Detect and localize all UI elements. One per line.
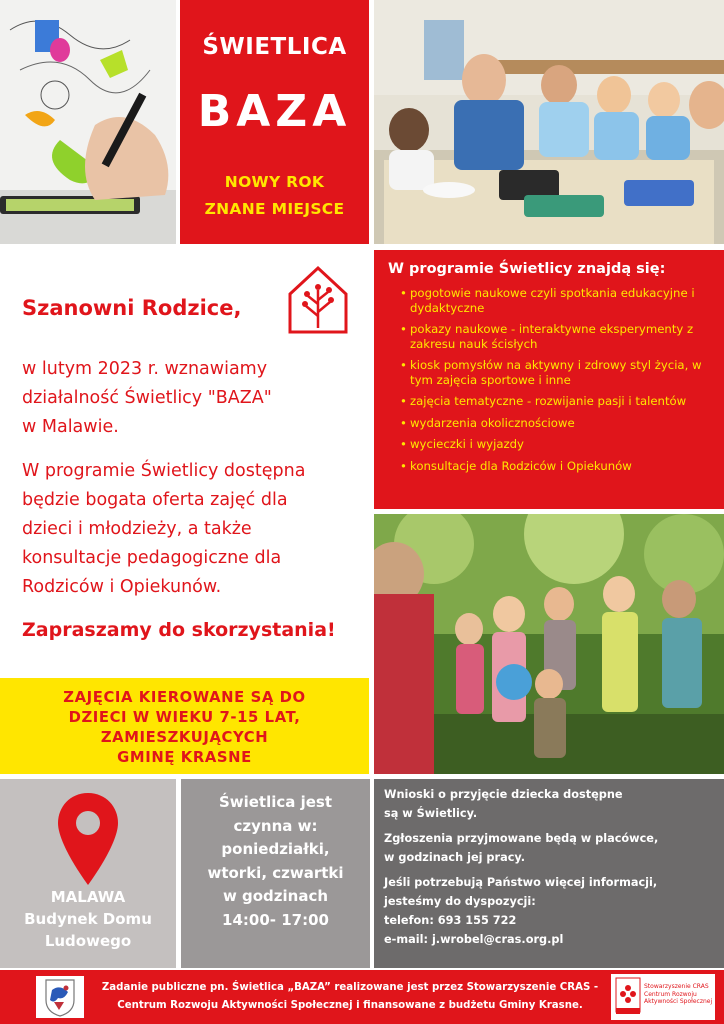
intro-paragraph (22, 355, 272, 442)
invitation-text: Zapraszamy do skorzystania! (22, 619, 336, 641)
age-notice (0, 678, 369, 774)
phone-number[interactable]: telefon: 693 155 722 (384, 914, 517, 927)
contact-info-box (374, 779, 724, 968)
info-line: w godzinach jej pracy. (384, 851, 526, 864)
program-list (400, 286, 720, 480)
text-line: konsultacje pedagogiczne dla (22, 548, 282, 568)
hours-line: czynna w: (233, 816, 318, 835)
program-item: • wycieczki i wyjazdy (400, 437, 720, 452)
classroom-photo (374, 0, 724, 244)
footer-line: Centrum Rozwoju Aktywności Społecznej i finansowane z budżetu Gminy Krasne. (117, 1000, 583, 1011)
text-line: dzieci i młodzieży, a także (22, 519, 252, 539)
subtitle-line-1: NOWY ROK (224, 173, 325, 191)
program-item: • kiosk pomysłów na aktywny i zdrowy styl życia, w tym zajęcia sportowe i inne (400, 358, 720, 387)
hours-line: wtorki, czwartki (207, 863, 344, 882)
forest-children-photo (374, 514, 724, 774)
title-line-1: ŚWIETLICA (202, 34, 347, 60)
map-pin-icon (56, 791, 120, 887)
program-box (374, 250, 724, 509)
info-line: Wnioski o przyjęcie dziecka dostępne (384, 788, 623, 801)
location-box (0, 779, 176, 968)
program-item: • konsultacje dla Rodziców i Opiekunów (400, 459, 720, 474)
subtitle-line-2: ZNANE MIEJSCE (204, 200, 345, 218)
info-line: Jeśli potrzebują Państwo więcej informacji, (384, 876, 658, 889)
footer (0, 970, 724, 1024)
info-line: Zgłoszenia przyjmowane będą w placówce, (384, 832, 659, 845)
program-title: W programie Świetlicy znajdą się: (388, 261, 666, 277)
age-notice-line: ZAMIESZKUJĄCYCH (100, 729, 269, 746)
sketch-photo (0, 0, 176, 244)
age-notice-line: GMINĘ KRASNE (117, 749, 252, 766)
program-item: • pogotowie naukowe czyli spotkania edukacyjne i dydaktyczne (400, 286, 720, 315)
email-address[interactable]: e-mail: j.wrobel@cras.org.pl (384, 933, 564, 946)
text-line: będzie bogata oferta zajęć dla (22, 490, 288, 510)
text-line: działalność Świetlicy "BAZA" (22, 388, 272, 408)
program-item: • wydarzenia okolicznościowe (400, 416, 720, 431)
greeting: Szanowni Rodzice, (22, 296, 242, 320)
program-item: • zajęcia tematyczne - rozwijanie pasji i talentów (400, 394, 720, 409)
cras-logo (611, 974, 715, 1020)
location-line: MALAWA (50, 888, 126, 906)
text-line: w Malawie. (22, 417, 119, 437)
info-line: są w Świetlicy. (384, 807, 478, 820)
title-banner (180, 0, 369, 244)
offer-paragraph (22, 457, 305, 602)
hours-line: Świetlica jest (218, 793, 333, 811)
house-tree-icon (284, 264, 352, 336)
opening-hours-box (181, 779, 370, 968)
text-line: W programie Świetlicy dostępna (22, 461, 306, 481)
info-paragraph (384, 873, 724, 949)
footer-line: Zadanie publiczne pn. Świetlica „BAZA” realizowane jest przez Stowarzyszenie CRAS - (101, 982, 599, 993)
cras-name-line: Centrum Rozwoju (644, 990, 697, 998)
hours-line: w godzinach (222, 887, 329, 906)
location-text (0, 886, 176, 952)
footer-text (95, 979, 605, 1015)
program-item: • pokazy naukowe - interaktywne eksperymenty z zakresu nauk ścisłych (400, 322, 720, 351)
info-paragraph (384, 785, 724, 823)
title-line-2: BAZA (197, 86, 352, 137)
location-line: Budynek Domu (24, 910, 152, 928)
cras-name-line: Aktywności Społecznej (644, 998, 713, 1005)
text-line: w lutym 2023 r. wznawiamy (22, 359, 268, 379)
text-line: Rodziców i Opiekunów. (22, 577, 222, 597)
hours-line: 14:00- 17:00 (222, 910, 329, 929)
hours-line: poniedziałki, (221, 840, 330, 859)
age-notice-line: DZIECI W WIEKU 7-15 LAT, (68, 709, 301, 726)
info-paragraph (384, 829, 724, 867)
location-line: Ludowego (44, 932, 132, 950)
cras-name (644, 983, 714, 1006)
municipal-crest-icon (36, 976, 84, 1018)
info-line: jesteśmy do dyspozycji: (384, 895, 536, 908)
age-notice-line: ZAJĘCIA KIEROWANE SĄ DO (63, 689, 306, 706)
cras-name-line: Stowarzyszenie CRAS (644, 983, 709, 990)
